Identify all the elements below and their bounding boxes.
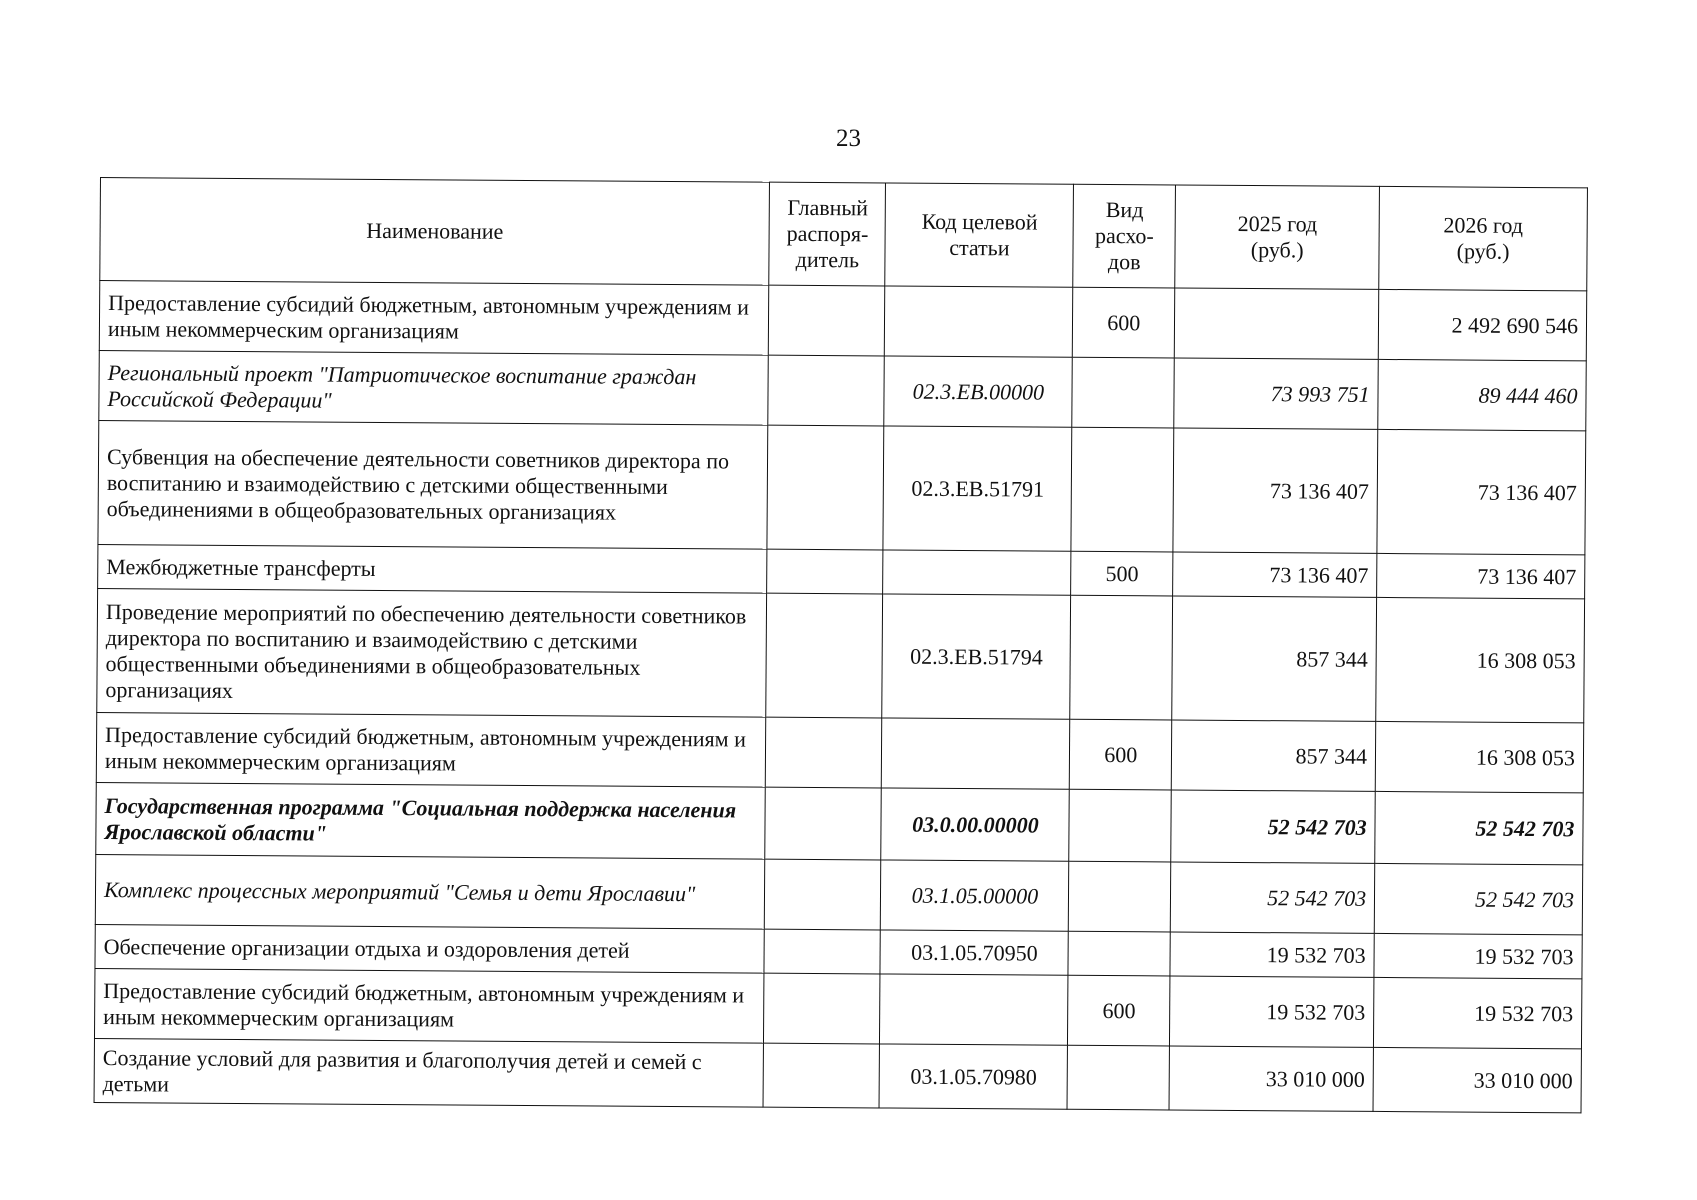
cell-year-2026: 16 308 053 bbox=[1375, 721, 1583, 792]
cell-name: Региональный проект "Патриотическое воспитание граждан Российской Федерации" bbox=[99, 350, 769, 425]
header-name: Наименование bbox=[100, 178, 770, 286]
cell-target-code: 02.3.ЕВ.51794 bbox=[882, 594, 1071, 719]
cell-year-2025: 33 010 000 bbox=[1169, 1046, 1373, 1111]
cell-year-2025: 19 532 703 bbox=[1170, 976, 1374, 1047]
cell-year-2026: 19 532 703 bbox=[1374, 933, 1582, 978]
cell-year-2025: 857 344 bbox=[1172, 720, 1376, 791]
cell-main-manager bbox=[768, 355, 884, 426]
cell-year-2025: 857 344 bbox=[1172, 596, 1377, 721]
cell-name: Предоставление субсидий бюджетным, автономным учреждениям и иным некоммерческим организациям bbox=[99, 281, 769, 356]
table-row bbox=[94, 1038, 1581, 1112]
cell-name: Предоставление субсидий бюджетным, автономным учреждениям и иным некоммерческим организациям bbox=[96, 712, 766, 787]
cell-year-2025 bbox=[1175, 288, 1379, 359]
cell-main-manager bbox=[767, 549, 883, 594]
cell-expense-type: 500 bbox=[1071, 551, 1173, 596]
cell-name: Обеспечение организации отдыха и оздоровления детей bbox=[95, 924, 765, 973]
cell-target-code bbox=[880, 974, 1068, 1045]
cell-year-2025: 73 993 751 bbox=[1174, 358, 1378, 429]
cell-target-code: 03.1.05.70950 bbox=[880, 930, 1068, 975]
cell-main-manager bbox=[769, 285, 885, 356]
header-year-2025: 2025 год (руб.) bbox=[1175, 185, 1380, 289]
cell-year-2026: 2 492 690 546 bbox=[1378, 289, 1586, 360]
cell-expense-type: 600 bbox=[1068, 975, 1170, 1046]
cell-main-manager bbox=[767, 425, 884, 550]
cell-name: Межбюджетные трансферты bbox=[98, 544, 768, 593]
cell-name: Проведение мероприятий по обеспечению деятельности советников директора по воспитанию и взаимодействию с детскими общественными объединениями в общеобразовательных организациях bbox=[97, 588, 767, 717]
cell-name: Субвенция на обеспечение деятельности советников директора по воспитанию и взаимодействию с детскими общественными объединениями в общеобразовательных организациях bbox=[98, 420, 768, 549]
cell-year-2026: 52 542 703 bbox=[1374, 863, 1582, 934]
cell-year-2025: 73 136 407 bbox=[1173, 428, 1378, 553]
cell-expense-type: 600 bbox=[1073, 287, 1175, 358]
table-row bbox=[99, 350, 1586, 430]
cell-expense-type bbox=[1072, 357, 1174, 428]
cell-main-manager bbox=[764, 973, 880, 1044]
cell-main-manager bbox=[764, 929, 880, 974]
cell-main-manager bbox=[766, 593, 883, 718]
cell-main-manager bbox=[766, 717, 882, 788]
cell-year-2026: 73 136 407 bbox=[1377, 429, 1586, 554]
cell-main-manager bbox=[765, 859, 881, 930]
cell-year-2025: 73 136 407 bbox=[1173, 552, 1377, 597]
cell-expense-type bbox=[1069, 789, 1171, 862]
cell-main-manager bbox=[763, 1043, 879, 1108]
budget-table bbox=[94, 177, 1588, 1113]
cell-expense-type bbox=[1067, 1045, 1169, 1110]
cell-name: Государственная программа "Социальная поддержка населения Ярославской области" bbox=[96, 782, 766, 859]
cell-name: Предоставление субсидий бюджетным, автономным учреждениям и иным некоммерческим организациям bbox=[94, 968, 764, 1043]
table-row bbox=[99, 281, 1586, 361]
cell-name: Создание условий для развития и благополучия детей и семей с детьми bbox=[94, 1038, 764, 1107]
table-row bbox=[96, 782, 1583, 864]
cell-target-code: 02.3.ЕВ.00000 bbox=[884, 356, 1072, 427]
header-expense-type: Вид расхо- дов bbox=[1073, 184, 1176, 288]
cell-target-code bbox=[882, 718, 1070, 789]
cell-target-code: 03.1.05.00000 bbox=[881, 860, 1069, 931]
cell-target-code: 02.3.ЕВ.51791 bbox=[883, 426, 1072, 551]
table-row bbox=[97, 588, 1585, 722]
cell-year-2026: 19 532 703 bbox=[1374, 977, 1582, 1048]
table-row bbox=[96, 712, 1583, 792]
cell-expense-type bbox=[1068, 931, 1170, 976]
cell-year-2025: 19 532 703 bbox=[1170, 932, 1374, 977]
cell-year-2026: 33 010 000 bbox=[1373, 1047, 1581, 1112]
header-main-manager: Главный распоря- дитель bbox=[769, 182, 886, 286]
cell-expense-type bbox=[1070, 595, 1173, 720]
cell-target-code bbox=[883, 550, 1071, 595]
cell-year-2026: 16 308 053 bbox=[1376, 597, 1585, 722]
table-row bbox=[94, 968, 1581, 1048]
cell-year-2026: 89 444 460 bbox=[1378, 359, 1586, 430]
cell-expense-type: 600 bbox=[1070, 719, 1172, 790]
cell-target-code: 03.1.05.70980 bbox=[879, 1044, 1067, 1109]
cell-year-2026: 52 542 703 bbox=[1375, 791, 1583, 864]
cell-year-2026: 73 136 407 bbox=[1377, 553, 1585, 598]
cell-target-code: 03.0.00.00000 bbox=[881, 788, 1069, 861]
cell-name: Комплекс процессных мероприятий "Семья и дети Ярославии" bbox=[95, 854, 765, 929]
page-number: 23 bbox=[836, 125, 861, 152]
cell-year-2025: 52 542 703 bbox=[1171, 862, 1375, 933]
cell-target-code bbox=[885, 286, 1073, 357]
cell-main-manager bbox=[765, 787, 881, 860]
table-header-row bbox=[100, 178, 1588, 291]
table-row bbox=[98, 420, 1586, 554]
cell-expense-type bbox=[1069, 861, 1171, 932]
header-year-2026: 2026 год (руб.) bbox=[1379, 186, 1588, 290]
header-target-code: Код целевой статьи bbox=[885, 183, 1074, 287]
table-row bbox=[95, 854, 1582, 934]
cell-expense-type bbox=[1071, 427, 1174, 552]
cell-year-2025: 52 542 703 bbox=[1171, 790, 1375, 863]
